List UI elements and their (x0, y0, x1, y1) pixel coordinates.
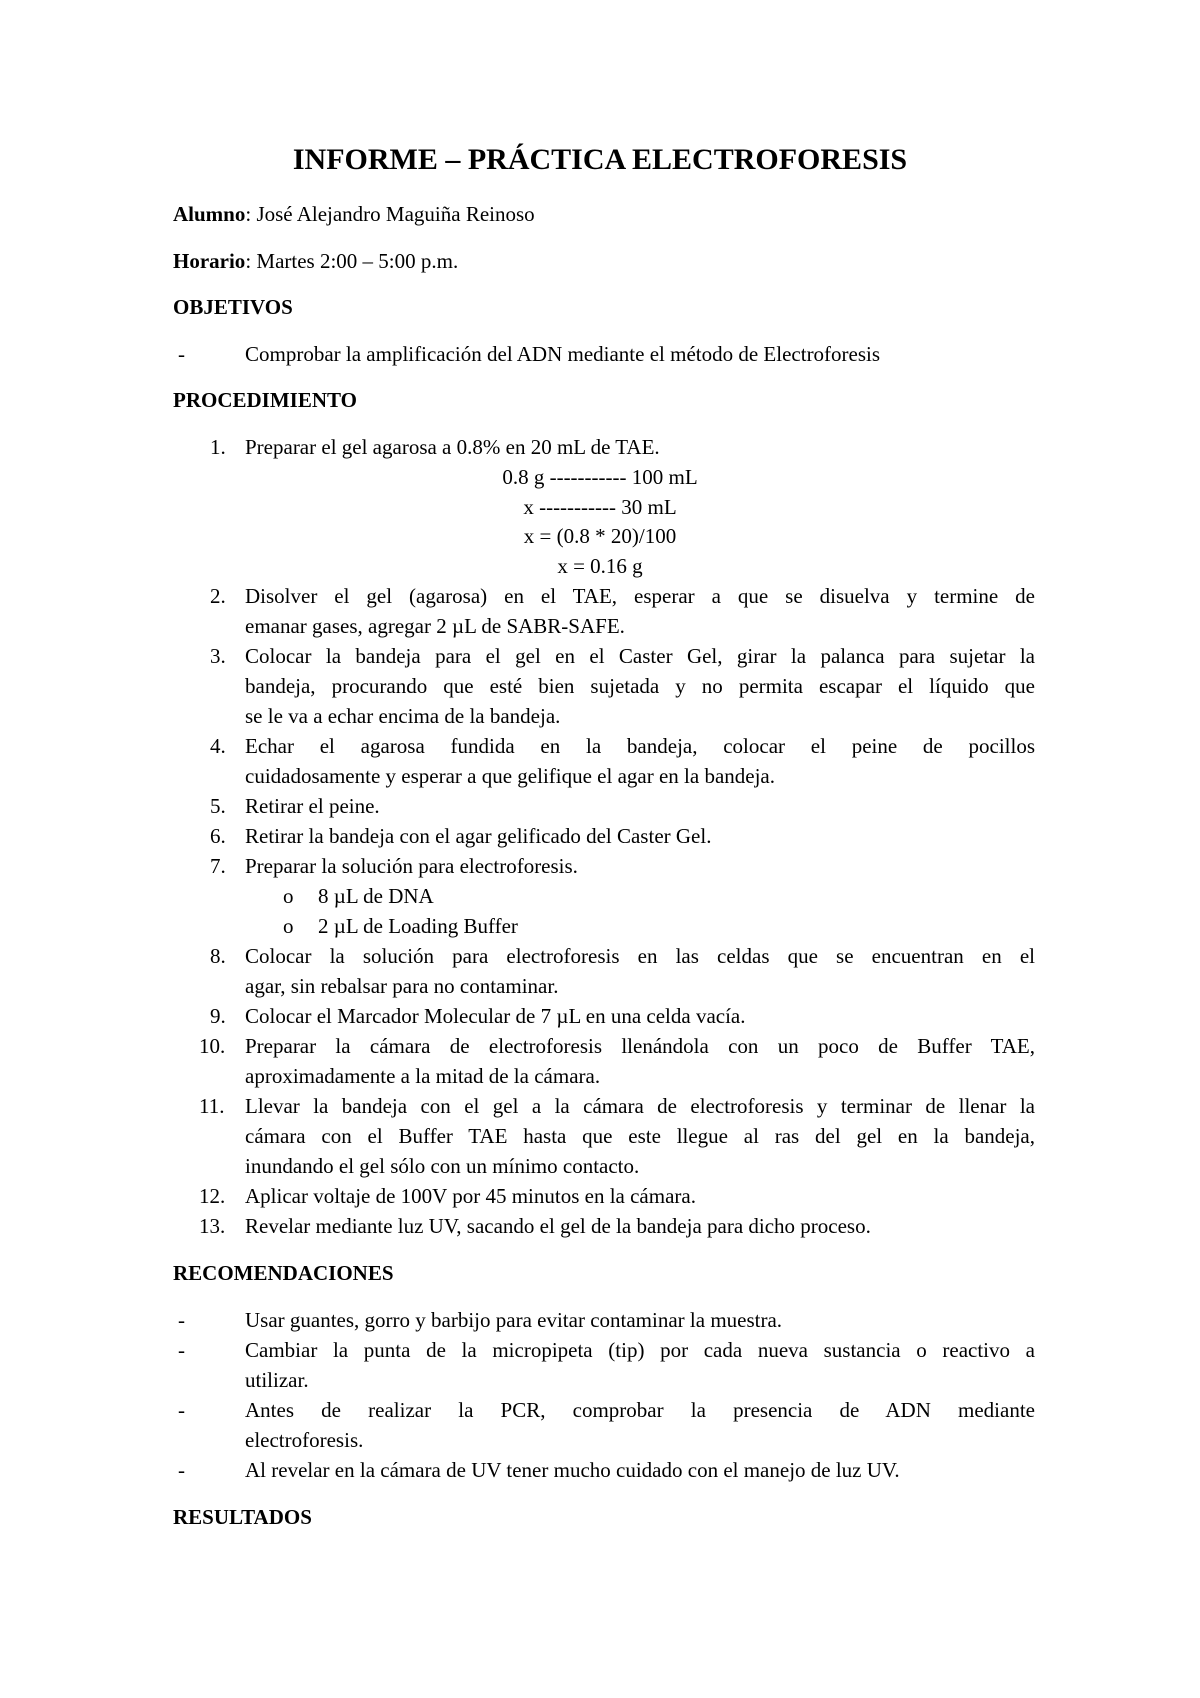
student-name: José Alejandro Maguiña Reinoso (256, 202, 535, 226)
step-1-text: Preparar el gel agarosa a 0.8% en 20 mL de TAE. (245, 435, 660, 459)
step-number: 5. (210, 794, 226, 818)
results-heading: RESULTADOS (173, 1505, 312, 1529)
calculation-line: x = (0.8 * 20)/100 (523, 524, 677, 548)
student-sep: : (245, 202, 257, 226)
list-marker: - (178, 1458, 185, 1482)
recommendation-line: Cambiar la punta de la micropipeta (tip) por cada nueva sustancia o reactivo a (245, 1338, 1035, 1362)
step-13-text: Revelar mediante luz UV, sacando el gel de la bandeja para dicho proceso. (245, 1214, 871, 1238)
sub-bullet: o (283, 884, 294, 908)
list-marker: - (178, 1308, 185, 1332)
recommendation-line: electroforesis. (245, 1428, 364, 1452)
student-label: Alumno (173, 202, 246, 226)
step-number: 13. (199, 1214, 226, 1238)
recommendations-heading: RECOMENDACIONES (173, 1261, 394, 1285)
step-5-text: Retirar el peine. (245, 794, 380, 818)
step-number: 9. (210, 1004, 226, 1028)
sub-item-text: 8 µL de DNA (318, 884, 434, 908)
step-3-line: Colocar la bandeja para el gel en el Caster Gel, girar la palanca para sujetar la (245, 644, 1035, 668)
step-11-line: cámara con el Buffer TAE hasta que este llegue al ras del gel en la bandeja, (245, 1124, 1035, 1148)
step-8-line: Colocar la solución para electroforesis en las celdas que se encuentran en el (245, 944, 1035, 968)
sub-item-text: 2 µL de Loading Buffer (318, 914, 518, 938)
step-number: 11. (199, 1094, 225, 1118)
step-number: 12. (199, 1184, 226, 1208)
step-11-line: Llevar la bandeja con el gel a la cámara de electroforesis y terminar de llenar la (245, 1094, 1035, 1118)
schedule-value: Martes 2:00 – 5:00 p.m. (256, 249, 459, 273)
step-number: 2. (210, 584, 226, 608)
step-3-line: bandeja, procurando que esté bien sujetada y no permita escapar el líquido que (245, 674, 1035, 698)
step-9-text: Colocar el Marcador Molecular de 7 µL en una celda vacía. (245, 1004, 746, 1028)
step-2-line: emanar gases, agregar 2 µL de SABR-SAFE. (245, 614, 625, 638)
step-number: 4. (210, 734, 226, 758)
step-10-line: Preparar la cámara de electroforesis llenándola con un poco de Buffer TAE, (245, 1034, 1035, 1058)
step-11-line: inundando el gel sólo con un mínimo contacto. (245, 1154, 640, 1178)
step-number: 1. (210, 435, 226, 459)
recommendation-text: Al revelar en la cámara de UV tener mucho cuidado con el manejo de luz UV. (245, 1458, 900, 1482)
step-4-line: Echar el agarosa fundida en la bandeja, colocar el peine de pocillos (245, 734, 1035, 758)
schedule-line (173, 246, 458, 276)
recommendation-text: Usar guantes, gorro y barbijo para evitar contaminar la muestra. (245, 1308, 783, 1332)
student-line (173, 199, 535, 229)
list-marker: - (178, 1338, 185, 1362)
step-6-text: Retirar la bandeja con el agar gelificado del Caster Gel. (245, 824, 712, 848)
step-7-text: Preparar la solución para electroforesis. (245, 854, 578, 878)
step-number: 3. (210, 644, 226, 668)
step-2-line: Disolver el gel (agarosa) en el TAE, esperar a que se disuelva y termine de (245, 584, 1035, 608)
document-title: INFORME – PRÁCTICA ELECTROFORESIS (292, 143, 908, 176)
list-marker: - (178, 1398, 185, 1422)
step-10-line: aproximadamente a la mitad de la cámara. (245, 1064, 601, 1088)
schedule-sep: : (245, 249, 257, 273)
step-number: 10. (199, 1034, 226, 1058)
calculation-line: x = 0.16 g (557, 554, 643, 578)
schedule-label: Horario (173, 249, 246, 273)
procedure-heading: PROCEDIMIENTO (173, 388, 357, 412)
recommendation-line: Antes de realizar la PCR, comprobar la presencia de ADN mediante (245, 1398, 1035, 1422)
step-4-line: cuidadosamente y esperar a que gelifique el agar en la bandeja. (245, 764, 775, 788)
list-marker: - (178, 342, 185, 366)
objectives-heading: OBJETIVOS (173, 295, 293, 319)
objective-item: Comprobar la amplificación del ADN mediante el método de Electroforesis (245, 342, 881, 366)
step-number: 8. (210, 944, 226, 968)
step-number: 7. (210, 854, 226, 878)
calculation-line: 0.8 g ----------- 100 mL (502, 465, 698, 489)
step-3-line: se le va a echar encima de la bandeja. (245, 704, 561, 728)
step-number: 6. (210, 824, 226, 848)
recommendation-line: utilizar. (245, 1368, 309, 1392)
step-12-text: Aplicar voltaje de 100V por 45 minutos en la cámara. (245, 1184, 696, 1208)
sub-bullet: o (283, 914, 294, 938)
step-8-line: agar, sin rebalsar para no contaminar. (245, 974, 559, 998)
calculation-line: x ----------- 30 mL (523, 495, 677, 519)
